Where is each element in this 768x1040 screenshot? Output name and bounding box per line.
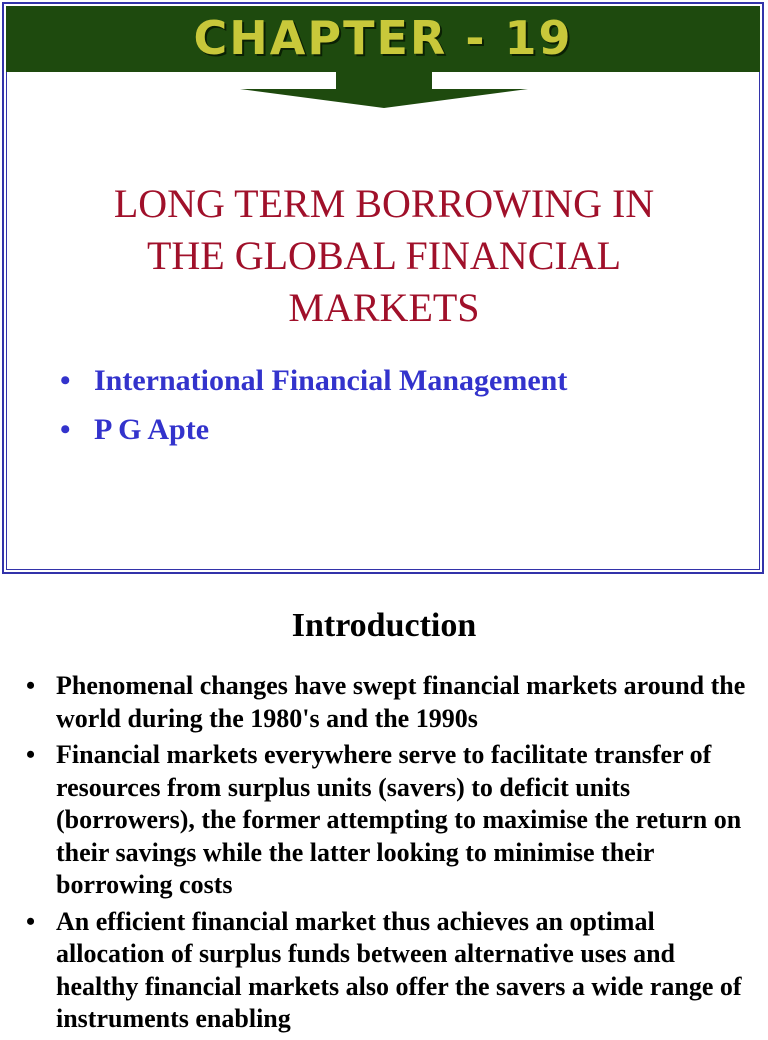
bullet-text: Financial markets everywhere serve to facilitate transfer of resources from surplus units (savers) to deficit units (borrowers), the former attempting to maximise the return on their savings while the latter looking to minimise their borrowing costs (56, 740, 742, 899)
bullet-text: P G Apte (94, 413, 210, 446)
title-line: LONG TERM BORROWING IN (113, 181, 655, 226)
intro-bullet-list (26, 670, 756, 1040)
bullet-icon: • (26, 740, 36, 769)
arrow-stem (240, 72, 528, 108)
bullet-text: International Financial Management (94, 364, 568, 397)
chapter-heading: CHAPTER - 19 (193, 11, 573, 65)
down-arrow-icon (0, 72, 768, 112)
bullet-item (60, 405, 567, 454)
bullet-item (60, 356, 567, 405)
title-line: MARKETS (288, 285, 480, 330)
intro-bullet-item (26, 739, 756, 902)
bullet-text: Phenomenal changes have swept financial markets around the world during the 1980's and the 1990s (56, 671, 746, 733)
bullet-text: An efficient financial market thus achieves an optimal allocation of surplus funds between alternative uses and healthy financial markets also offer the savers a wide range of instruments enabling (56, 906, 742, 1033)
bullet-list (60, 356, 567, 454)
bullet-icon: • (60, 364, 71, 397)
intro-bullet-item (26, 906, 756, 1036)
bullet-icon: • (60, 413, 71, 446)
slide-title (40, 178, 728, 334)
title-line: THE GLOBAL FINANCIAL (146, 233, 622, 278)
intro-heading: Introduction (291, 607, 477, 644)
bullet-icon: • (26, 906, 36, 936)
introduction-slide (0, 590, 768, 1033)
bullet-icon: • (26, 671, 36, 700)
intro-bullet-item (26, 670, 756, 735)
